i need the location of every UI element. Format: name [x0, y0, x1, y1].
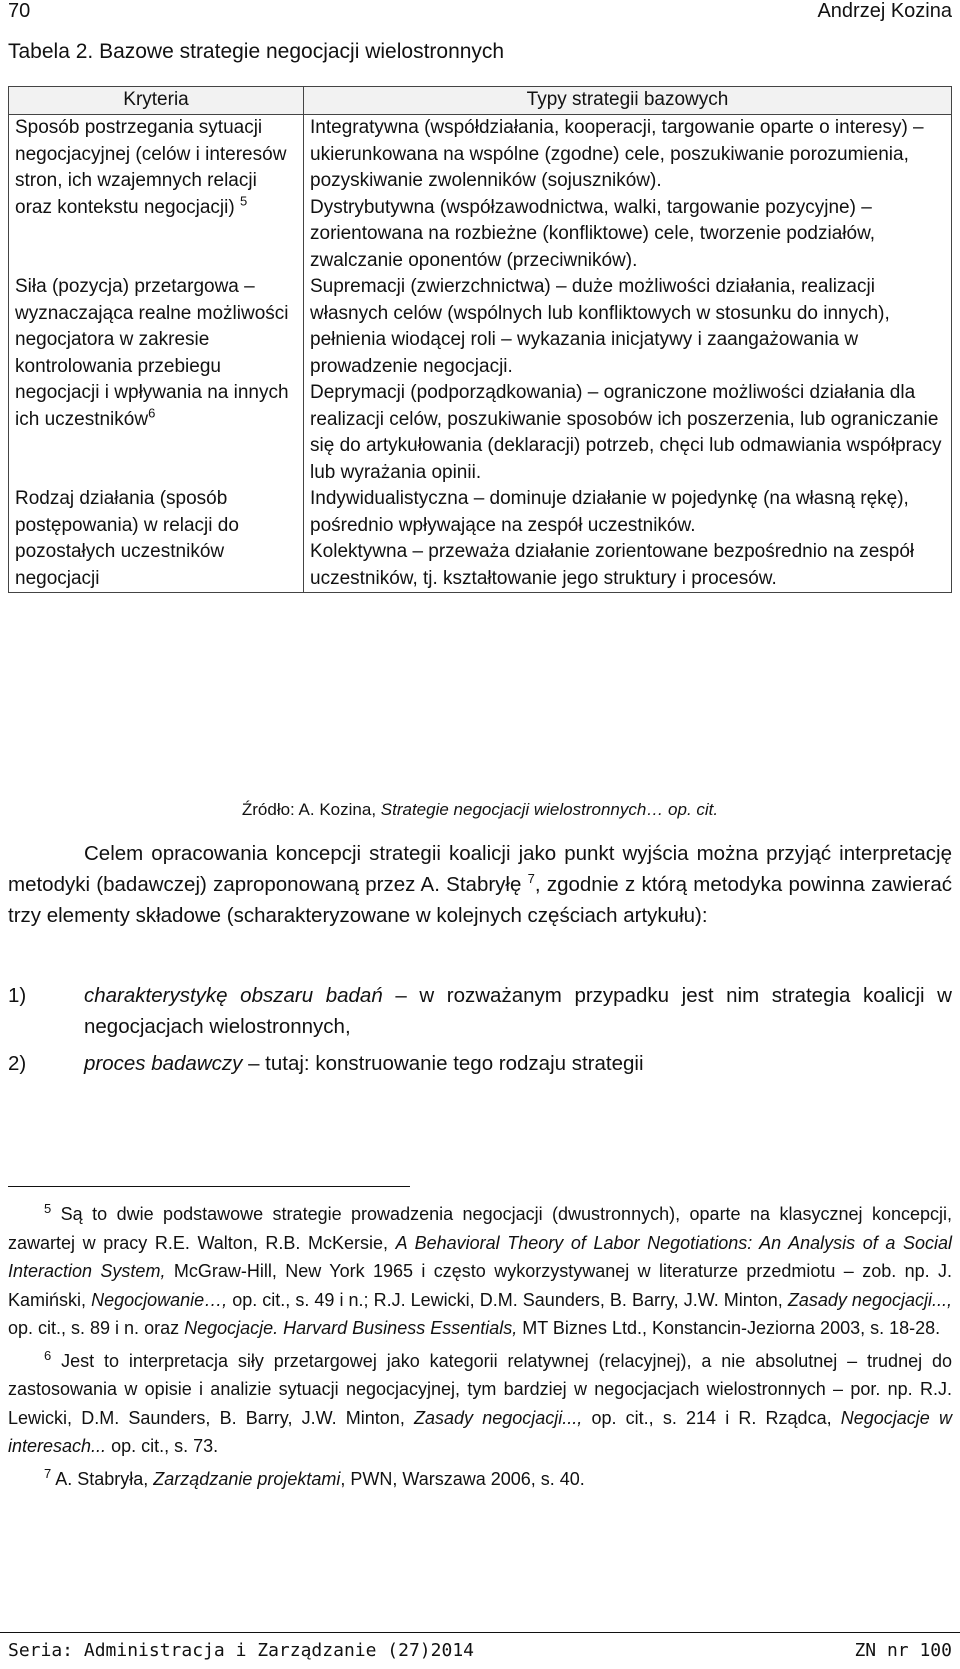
strategy-text: Integratywna (współdziałania, kooperacji, targowanie oparte o interesy) – ukierunkowana na wspólne (zgodne) cele, poszukiwanie porozumienia, pozyskiwanie zwolenników (sojuszników). — [310, 117, 924, 191]
footnote-number: 5 — [44, 1201, 52, 1216]
footnote-7 — [8, 1465, 952, 1494]
strategies-cell — [304, 274, 952, 486]
footnote-text: op. cit., s. 214 i R. Rządca, — [582, 1407, 841, 1428]
list-number: 1) — [8, 984, 27, 1007]
page-number: 70 — [8, 0, 31, 22]
footnote-title: Zarządzanie projektami — [153, 1468, 341, 1489]
footnote-text: op. cit., s. 49 i n.; R.J. Lewicki, D.M. Saunders, B. Barry, J.W. Minton, — [227, 1289, 788, 1310]
footnote-5 — [8, 1200, 952, 1343]
strategy-text: Kolektywna – przeważa działanie zorientowane bezpośrednio na zespół uczestników, tj. kształtowanie jego struktury i procesów. — [310, 541, 915, 589]
footnote-text: A. Stabryła, — [51, 1468, 154, 1489]
strategy-text: Dystrybutywna (współzawodnictwa, walki, targowanie pozycyjne) – zorientowana na rozbieżne (konfliktowe) cele, tworzenie podziałów, zwalczanie oponentów (przeciwników). — [310, 196, 876, 271]
strategies-cell — [304, 486, 952, 593]
table-row — [9, 486, 952, 593]
footnote-number: 7 — [44, 1465, 52, 1481]
strategy-text: Supremacji (zwierzchnictwa) – duże możliwości działania, realizacji własnych celów (wspólnych lub konfliktowych w stosunku do innych), pełnienia wiodącej roli – wykazania inicjatywy i zaangażowania w prowadzenie negocjacji. — [310, 276, 890, 377]
source-prefix: Źródło: A. Kozina, — [241, 800, 377, 819]
footnote-ref: 6 — [148, 405, 156, 421]
footnote-divider — [8, 1186, 410, 1187]
body-paragraph — [8, 838, 952, 931]
footnote-ref: 7 — [527, 871, 535, 887]
footnote-ref: 5 — [239, 193, 248, 209]
footnote-6 — [8, 1347, 952, 1461]
footnote-text: , PWN, Warszawa 2006, s. 40. — [340, 1468, 585, 1489]
criterion-cell — [9, 274, 304, 486]
footnote-title: Negocjacje. Harvard Business Essentials, — [184, 1318, 518, 1338]
list-item-term: charakterystykę obszaru badań — [84, 984, 383, 1007]
footnote-title: A Behavioral Theory of Labor Negotiations: An Analysis of a Social Interaction System, — [8, 1232, 952, 1281]
column-header-strategies: Typy strategii bazowych — [304, 87, 952, 115]
running-author: Andrzej Kozina — [817, 0, 952, 22]
table-source — [0, 800, 960, 820]
strategy-text: Indywidualistyczna – dominuje działanie w pojedynkę (na własną rękę), pośrednio wpływające na zespół uczestników. — [310, 488, 909, 536]
list-item-term: proces badawczy — [84, 1052, 243, 1075]
footnote-text: Są to dwie podstawowe strategie prowadzenia negocjacji (dwustronnych), oparte na klasycznej koncepcji, zawartej w pracy R.E. Walton, R.B. McKersie, — [8, 1204, 952, 1253]
criterion-cell — [9, 486, 304, 593]
criterion-text: Sposób postrzegania sytuacji negocjacyjnej (celów i interesów stron, ich wzajemnych relacji oraz kontekstu negocjacji) — [15, 117, 287, 218]
paragraph-text: Celem opracowania koncepcji strategii koalicji jako punkt wyjścia można przyjąć interpretację metodyki (badawczej) zaproponowaną przez A. Stabryłę — [8, 842, 952, 896]
strategies-table — [8, 86, 952, 593]
list-item — [8, 980, 952, 1042]
footnote-number: 6 — [44, 1347, 52, 1363]
column-header-criteria: Kryteria — [9, 87, 304, 115]
footnote-text: McGraw-Hill, New York 1965 i często wykorzystywanej w literaturze przedmiotu – zob. np. J. Kamiński, — [8, 1261, 952, 1310]
list-item-text: – tutaj: konstruowanie tego rodzaju strategii — [242, 1052, 644, 1075]
strategy-text: Deprymacji (podporządkowania) – ograniczone możliwości działania dla realizacji celów, poszukiwanie sposobów ich poszerzenia, lub ograniczanie się do artykułowania (deklaracji) potrzeb, chęci lub odmawiania współpracy lub wyrażania opinii. — [310, 382, 942, 483]
footnote-title: Negocjacje w interesach... — [8, 1407, 952, 1456]
table-row — [9, 115, 952, 275]
list-item-text: – w rozważanym przypadku jest nim strategia koalicji w negocjacjach wielostronnych, — [84, 984, 952, 1038]
footnote-title: Negocjowanie…, — [91, 1289, 228, 1310]
list-item — [8, 1048, 952, 1079]
table-row — [9, 274, 952, 486]
footnote-text: Jest to interpretacja siły przetargowej jako kategorii relatywnej (relacyjnej), a nie absolutnej – trudnej do zastosowania w opisie i analizie sytuacji negocjacyjnej, tym bardziej w negocjacjach wielostronnych – por. np. R.J. Lewicki, D.M. Saunders, B. Barry, J.W. Minton, — [8, 1350, 952, 1428]
source-title: Strategie negocjacji wielostronnych… op. cit. — [380, 800, 719, 819]
table-header-row — [9, 87, 952, 115]
criterion-text: Rodzaj działania (sposób postępowania) w relacji do pozostałych uczestników negocjacji — [15, 488, 239, 589]
footer-series: Seria: Administracja i Zarządzanie (27)2014 — [8, 1640, 474, 1661]
list-number: 2) — [8, 1052, 27, 1075]
table-title: Tabela 2. Bazowe strategie negocjacji wielostronnych — [8, 40, 505, 63]
page-header — [0, 0, 960, 34]
footnote-title: Zasady negocjacji..., — [414, 1407, 583, 1428]
footnotes — [8, 1200, 952, 1497]
footer-issue: ZN nr 100 — [854, 1640, 952, 1661]
strategies-cell — [304, 115, 952, 275]
footnote-text: op. cit., s. 89 i n. oraz — [8, 1318, 185, 1338]
criterion-cell — [9, 115, 304, 275]
footnote-title: Zasady negocjacji..., — [787, 1289, 952, 1310]
footnote-text: MT Biznes Ltd., Konstancin-Jeziorna 2003, s. 18-28. — [517, 1318, 941, 1338]
footnote-text: op. cit., s. 73. — [106, 1436, 219, 1456]
numbered-list — [8, 980, 952, 1085]
criterion-text: Siła (pozycja) przetargowa – wyznaczająca realne możliwości negocjatora w zakresie kontrolowania przebiegu negocjacji i wpływania na innych ich uczestników — [15, 276, 289, 430]
paragraph-text: , zgodnie z którą metodyka powinna zawierać trzy elementy składowe (scharakteryzowane w kolejnych częściach artykułu): — [8, 873, 952, 927]
footer-divider — [0, 1632, 960, 1633]
